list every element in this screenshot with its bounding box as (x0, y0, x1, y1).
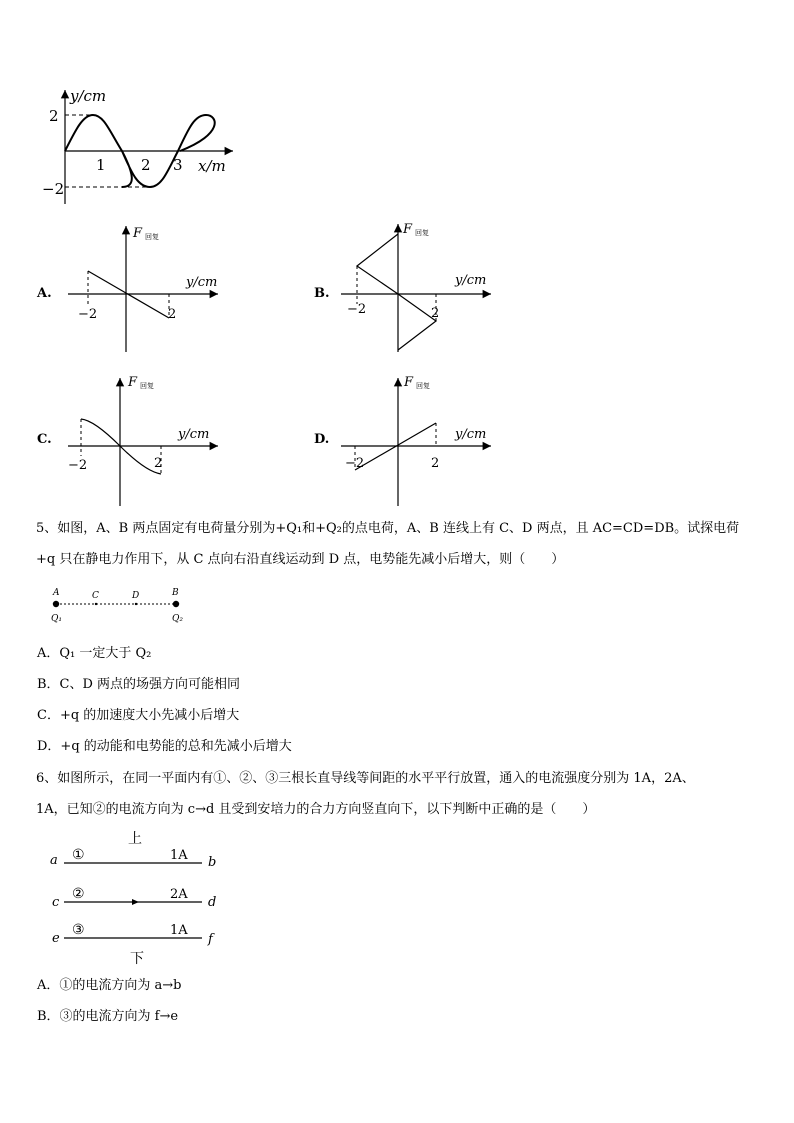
q6-top-label: 上 (128, 831, 142, 847)
wire-2-arrow (132, 899, 139, 905)
q5-option-c: C．+q 的加速度大小先减小后增大 (37, 708, 240, 723)
svg-text:C: C (92, 591, 99, 601)
svg-text:d: d (208, 895, 217, 910)
charge-a-dot (53, 601, 59, 607)
q6-wire-diagram (44, 826, 234, 968)
svg-text:F: F (128, 375, 138, 390)
svg-text:y/cm: y/cm (455, 273, 487, 288)
svg-text:回复: 回复 (416, 382, 430, 390)
q6-option-a: A．①的电流方向为 a→b (37, 978, 182, 993)
wave-graph (38, 82, 238, 212)
svg-text:回复: 回复 (145, 233, 159, 241)
svg-text:F: F (403, 222, 413, 237)
svg-text:2: 2 (431, 456, 440, 471)
svg-text:①: ① (72, 847, 85, 863)
svg-text:回复: 回复 (140, 382, 154, 390)
svg-text:1A: 1A (170, 923, 188, 938)
svg-text:Q₂: Q₂ (172, 614, 183, 624)
svg-text:2: 2 (431, 306, 440, 321)
svg-text:a: a (50, 853, 58, 868)
wave-y-label: y/cm (70, 87, 107, 105)
svg-text:y/cm: y/cm (178, 427, 210, 442)
q5-stem-line2: +q 只在静电力作用下，从 C 点向右沿直线运动到 D 点，电势能先减小后增大，则（ ） (36, 552, 565, 567)
svg-text:e: e (52, 931, 60, 946)
q4-option-d-graph (335, 372, 495, 512)
q5-option-b: B．C、D 两点的场强方向可能相同 (37, 677, 241, 692)
svg-text:B: B (172, 588, 179, 598)
svg-text:b: b (208, 855, 217, 870)
svg-text:−2: −2 (347, 302, 367, 317)
svg-text:c: c (52, 895, 60, 910)
q5-charge-diagram (44, 584, 204, 628)
q4-option-a-graph (62, 220, 222, 360)
q5-stem-line1: 5、如图，A、B 两点固定有电荷量分别为+Q₁和+Q₂的点电荷，A、B 连线上有 C、D 两点，且 AC=CD=DB。试探电荷 (36, 521, 740, 536)
svg-text:A: A (53, 588, 60, 598)
wave-y-tick-neg2: −2 (42, 180, 65, 198)
svg-text:②: ② (72, 886, 85, 902)
q4-option-c-graph (62, 372, 222, 512)
svg-text:2: 2 (154, 456, 163, 471)
svg-text:1A: 1A (170, 848, 188, 863)
svg-text:F: F (133, 226, 143, 241)
wave-x-tick-3: 3 (173, 156, 183, 174)
q4-option-b-graph (335, 220, 495, 360)
svg-text:−2: −2 (68, 458, 88, 473)
q4-option-d-label: D. (314, 432, 330, 447)
svg-text:f: f (208, 932, 213, 947)
q6-stem-line2: 1A，已知②的电流方向为 c→d 且受到安培力的合力方向竖直向下，以下判断中正确的是（ ） (36, 802, 596, 817)
svg-text:D: D (132, 591, 140, 601)
svg-text:y/cm: y/cm (455, 427, 487, 442)
svg-text:y/cm: y/cm (186, 275, 218, 290)
q4-option-c-label: C. (37, 432, 52, 447)
svg-text:2: 2 (168, 307, 177, 322)
q6-stem-line1: 6、如图所示，在同一平面内有①、②、③三根长直导线等间距的水平平行放置，通入的电流强度分别为 1A，2A、 (36, 771, 695, 786)
svg-text:③: ③ (72, 922, 85, 938)
svg-text:Q₁: Q₁ (51, 614, 62, 624)
wave-x-label: x/m (198, 157, 226, 175)
q4-option-a-label: A. (37, 286, 52, 301)
svg-text:回复: 回复 (415, 229, 429, 237)
q5-option-a: A．Q₁ 一定大于 Q₂ (37, 646, 152, 661)
svg-text:2A: 2A (170, 887, 188, 902)
svg-text:−2: −2 (78, 307, 98, 322)
q4-option-b-label: B. (314, 286, 330, 301)
q5-option-d: D．+q 的动能和电势能的总和先减小后增大 (37, 739, 292, 754)
wave-y-tick-2: 2 (49, 107, 59, 125)
q6-bottom-label: 下 (130, 951, 144, 967)
charge-b-dot (173, 601, 179, 607)
wave-x-tick-1: 1 (96, 156, 106, 174)
svg-text:−2: −2 (345, 456, 365, 471)
wave-x-tick-2: 2 (141, 156, 151, 174)
q6-option-b: B．③的电流方向为 f→e (37, 1009, 179, 1024)
svg-text:F: F (404, 375, 414, 390)
